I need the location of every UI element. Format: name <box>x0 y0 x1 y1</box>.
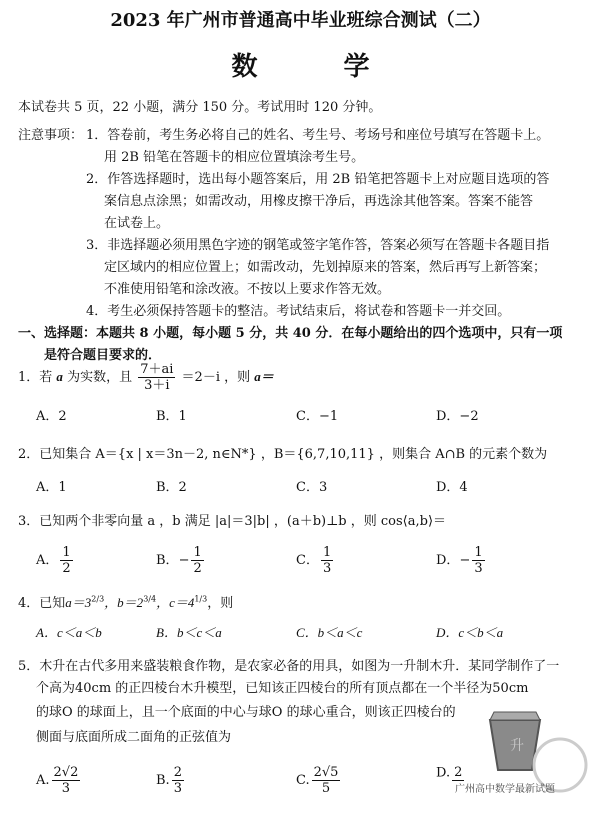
notice-item: 4．考生必须保持答题卡的整洁。考试结束后，将试卷和答题卡一并交回。 <box>86 304 511 319</box>
question-5: 个高为40cm 的正四棱台木升模型，已知该正四棱台的所有顶点都在一个半径为50cm <box>36 681 529 696</box>
fraction: $\frac{7+ai}{3+i}$ <box>140 362 174 393</box>
notice-item: 案信息点涂黑；如需改动，用橡皮擦干净后，再选涂其他答案。答案不能答 <box>104 194 534 209</box>
section-heading: 是符合题目要求的． <box>44 348 162 363</box>
exam-title: 2023 年广州市普通高中毕业班综合测试（二） <box>110 10 491 31</box>
option-c: C． $\frac{1}{3}$ <box>296 545 332 576</box>
watermark-text: 广州高中数学最新试题 <box>455 784 555 795</box>
option-c: C. $\frac{2√5}{5}$ <box>296 765 339 796</box>
notice-item: 不准使用铅笔和涂改液。不按以上要求作答无效。 <box>104 282 391 297</box>
notice-item: 定区域内的相应位置上；如需改动，先划掉原来的答案，然后再写上新答案； <box>104 260 547 275</box>
question-5: 5．木升在古代多用来盛装粮食作物，是农家必备的用具，如图为一升制木升．某同学制作了一 <box>18 659 560 674</box>
option-b: B．1 <box>156 409 187 424</box>
option-d: D．c＜b＜a <box>436 625 504 640</box>
question-5: 的球O 的球面上，且一个底面的中心与球O 的球心重合，则该正四棱台的 <box>36 705 456 720</box>
notice-item: 3．非选择题必须用黑色字迹的钢笔或签字笔作答，答案必须写在答题卡各题目指 <box>86 238 550 253</box>
option-b: B．2 <box>156 480 187 495</box>
option-c: C．3 <box>296 480 328 495</box>
option-d: D．− $\frac{1}{3}$ <box>436 545 483 576</box>
option-a: A． $\frac{1}{2}$ <box>36 545 71 576</box>
question-1: 1．若 a 为实数，且 $\frac{7+ai}{3+i}$ ＝2－i ，则 a＝ <box>18 362 274 393</box>
option-a: A．2 <box>36 409 67 424</box>
option-a: A．c＜a＜b <box>36 625 102 640</box>
option-d: D．4 <box>436 480 468 495</box>
question-3: 3．已知两个非零向量 a ，b 满足 |a|＝3|b| ，(a＋b)⊥b ，则 cos⟨a,b⟩＝ <box>18 514 447 529</box>
option-b: B．b＜c＜a <box>156 625 222 640</box>
notice-item: 在试卷上。 <box>104 216 170 231</box>
option-a: A．1 <box>36 480 67 495</box>
option-d: D. 2 <box>436 765 463 781</box>
notice-label: 注意事项： <box>18 128 84 143</box>
notice-item: 1．答卷前，考生务必将自己的姓名、考生号、考场号和座位号填写在答题卡上。 <box>86 128 550 143</box>
option-c: C．b＜a＜c <box>296 625 363 640</box>
question-2: 2．已知集合 A＝{x | x＝3n－2, n∈N*} ，B＝{6,7,10,11} ，则集合 A∩B 的元素个数为 <box>18 447 548 462</box>
svg-text:升: 升 <box>510 738 524 754</box>
section-heading: 一、选择题：本题共 8 小题，每小题 5 分，共 40 分．在每小题给出的四个选项中，只有一项 <box>18 326 563 341</box>
question-5: 侧面与底面所成二面角的正弦值为 <box>36 730 232 745</box>
option-a: A. $\frac{2√2}{3}$ <box>36 765 79 796</box>
notice-item: 用 2B 铅笔在答题卡的相应位置填涂考生号。 <box>104 150 365 165</box>
subject-title: 数 学 <box>231 52 400 82</box>
notice-item: 2．作答选择题时，选出每小题答案后，用 2B 铅笔把答题卡上对应题目选项的答 <box>86 172 550 187</box>
intro-text: 本试卷共 5 页，22 小题，满分 150 分。考试用时 120 分钟。 <box>18 100 382 115</box>
option-c: C．−1 <box>296 409 339 424</box>
question-4: 4．已知$a=3^{2/3}$，$b=2^{3/4}$，$c=4^{1/3}$，则 <box>18 594 234 611</box>
option-b: B. $\frac{2}{3}$ <box>156 765 182 796</box>
option-d: D．−2 <box>436 409 479 424</box>
option-b: B．− $\frac{1}{2}$ <box>156 545 202 576</box>
